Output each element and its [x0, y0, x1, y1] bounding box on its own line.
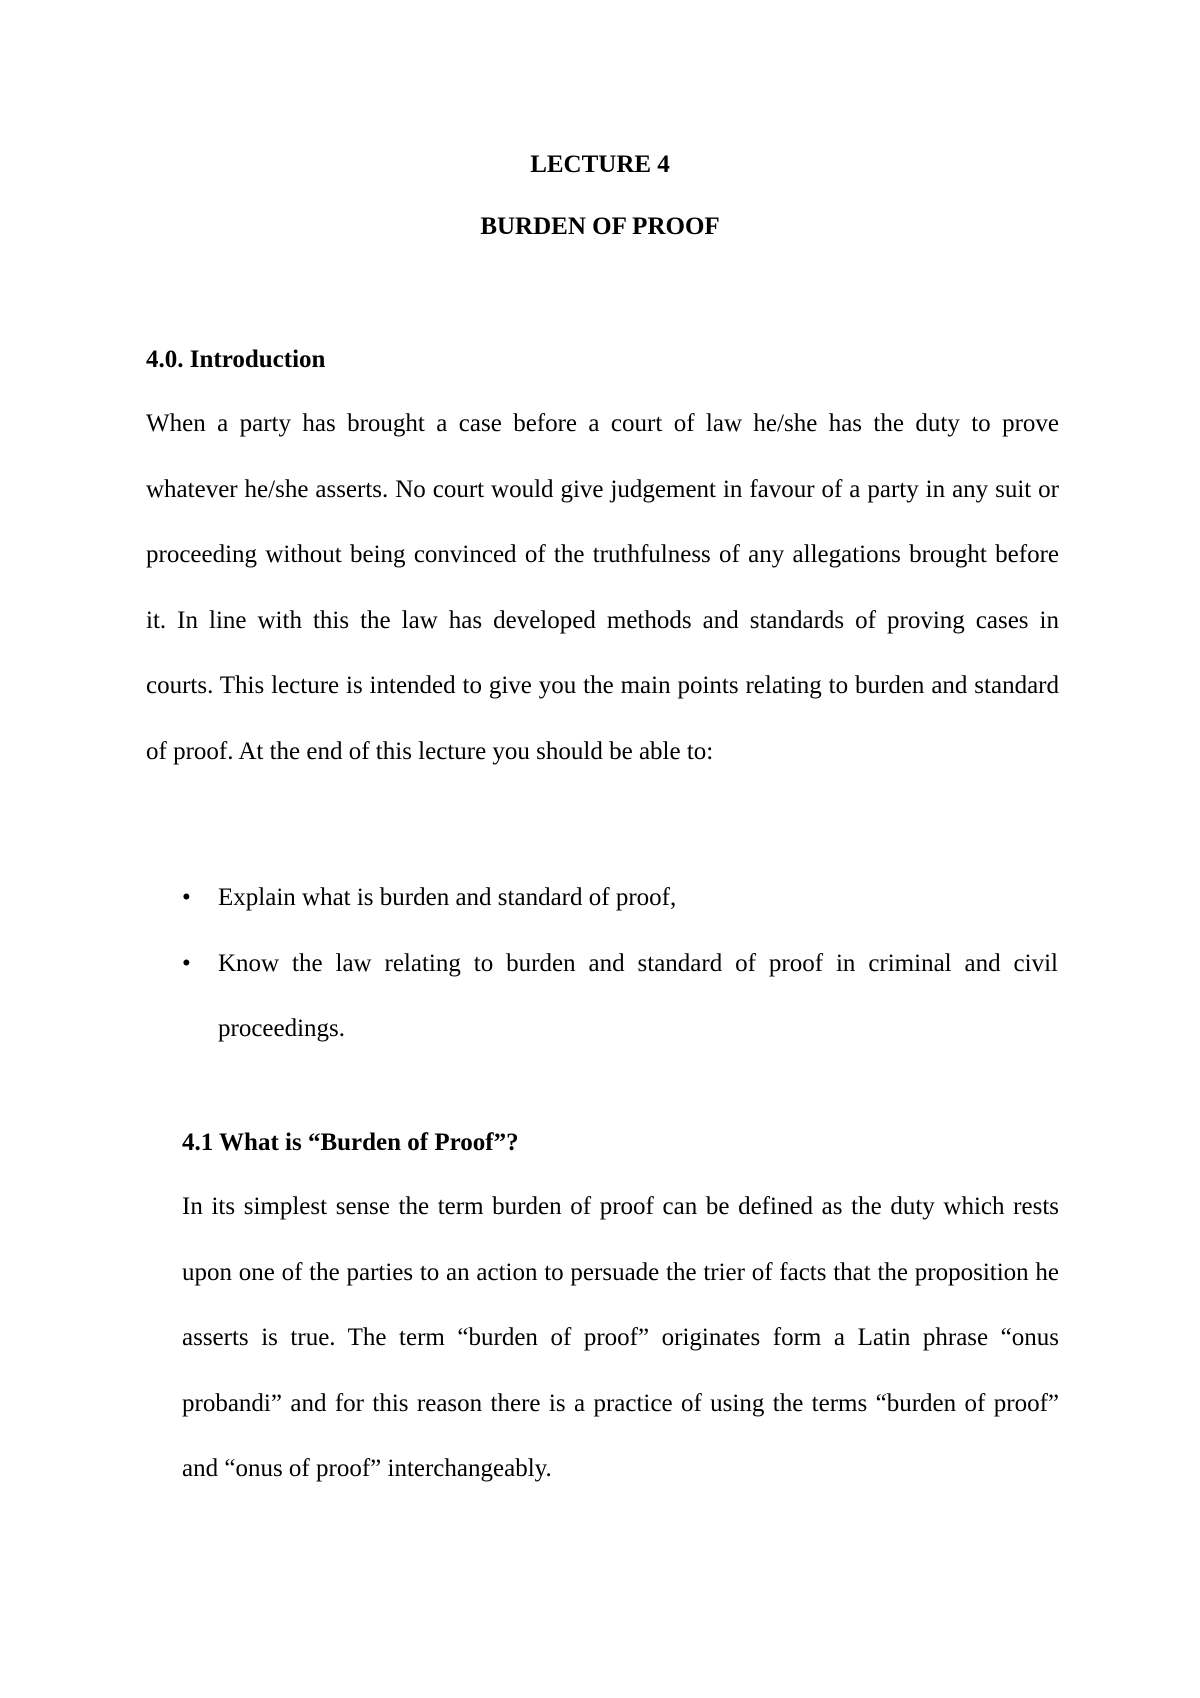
lecture-title: LECTURE 4 — [530, 151, 670, 178]
intro-paragraph: When a party has brought a case before a court of law he/she has the duty to prove whatever he/she asserts. No court would give judgement in favour of a party in any suit or proceeding without being convinced of the truthfulness of any allegations brought before it. In line with this the law has developed methods and standards of proving cases in courts. This lecture is intended to give you the main points relating to burden and standard of proof. At the end of this lecture you should be able to: — [146, 410, 1059, 765]
intro-heading: 4.0. Introduction — [146, 346, 326, 373]
objectives-list — [0, 865, 1200, 1062]
objective-item — [0, 931, 1058, 1062]
lecture-subtitle: BURDEN OF PROOF — [480, 213, 720, 240]
burden-paragraph: In its simplest sense the term burden of proof can be defined as the duty which rests upon one of the parties to an action to persuade the trier of facts that the proposition he asserts is true. The term “burden of proof” originates form a Latin phrase “onus probandi” and for this reason there is a practice of using the terms “burden of proof” and “onus of proof” interchangeably. — [182, 1193, 1059, 1482]
objective-item — [0, 865, 1058, 931]
objective-text: Explain what is burden and standard of proof, — [218, 884, 677, 911]
objective-text: Know the law relating to burden and standard of proof in criminal and civil proceedings. — [218, 949, 1058, 1042]
bullet-icon: • — [182, 884, 191, 911]
burden-heading: 4.1 What is “Burden of Proof”? — [182, 1129, 519, 1156]
bullet-icon: • — [182, 949, 191, 977]
